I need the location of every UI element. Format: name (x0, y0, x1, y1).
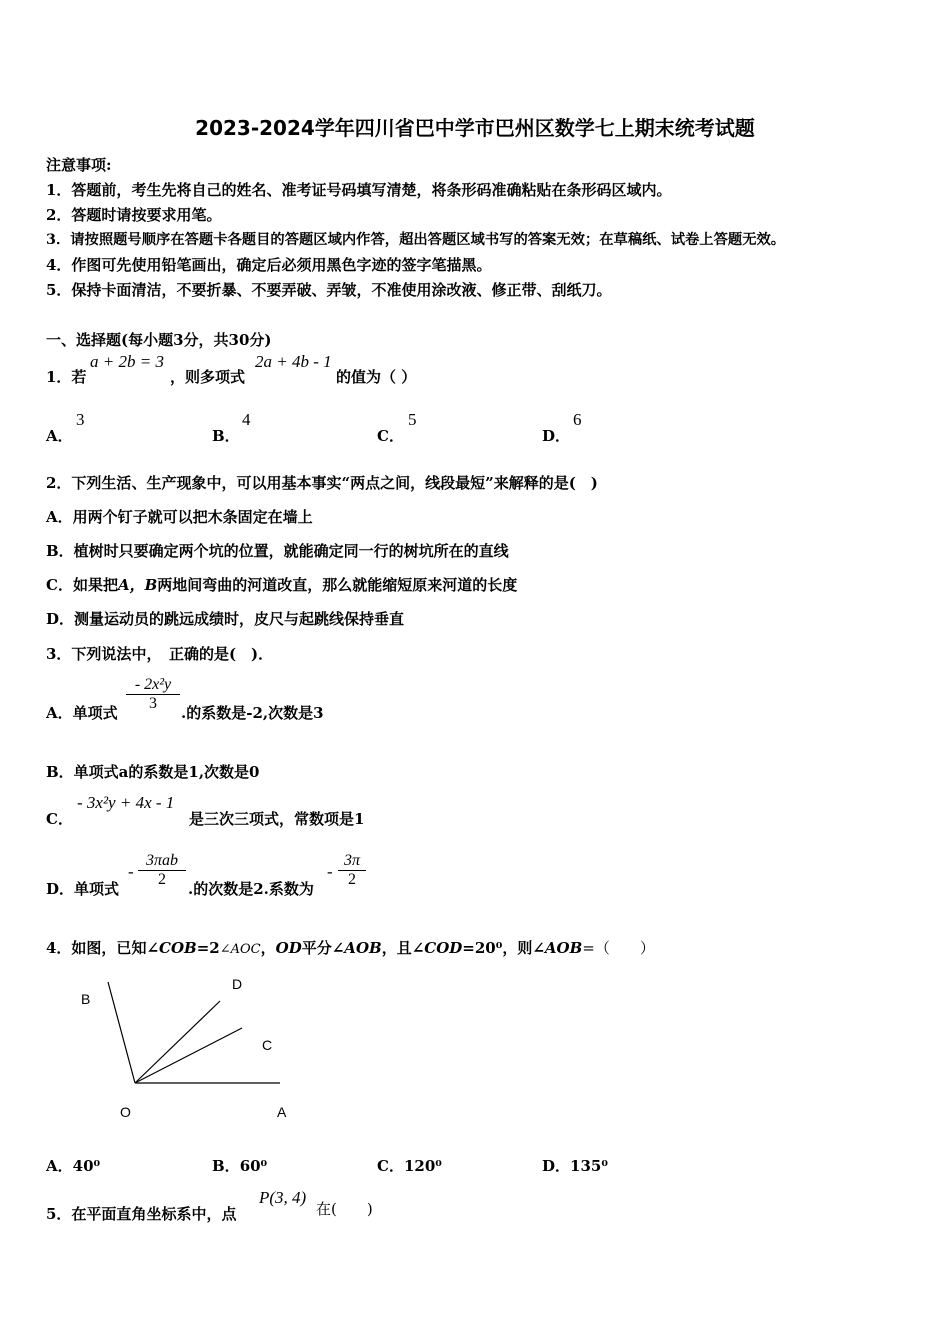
notice-item: 2．答题时请按要求用笔。 (46, 206, 222, 224)
q3-option-c-expression: - 3x²y + 4x - 1 (77, 793, 175, 812)
q3-option-d-prefix: D．单项式 (46, 880, 120, 898)
q1-option-value: 3 (76, 410, 85, 429)
label-c: C (262, 1037, 273, 1053)
q1-suffix: 的值为（ ） (336, 368, 417, 386)
q1-condition: a + 2b = 3 (90, 352, 164, 371)
q5-prefix: 5．在平面直角坐标系中，点 (46, 1205, 237, 1223)
ray-od (135, 1001, 220, 1083)
q3-option-b: B．单项式a的系数是1,次数是0 (46, 763, 260, 781)
notice-item: 3．请按照题号顺序在答题卡各题目的答题区域内作答，超出答题区域书写的答案无效；在草稿纸、试卷上答题无效。 (46, 232, 786, 248)
q2-option-d: D．测量运动员的跳远成绩时，皮尺与起跳线保持垂直 (46, 610, 405, 628)
q3-option-a-suffix: .的系数是-2,次数是3 (181, 704, 324, 722)
q3-option-c-suffix: 是三次三项式，常数项是1 (189, 810, 365, 828)
q3-option-a-prefix: A．单项式 (46, 704, 118, 722)
q2-option-a: A．用两个钉子就可以把木条固定在墙上 (46, 508, 313, 526)
q3-option-d-fraction: 3πab 2 (138, 852, 186, 889)
q4-option-c: C．120⁰ (377, 1157, 442, 1175)
q3-stem: 3．下列说法中， 正确的是( )． (46, 645, 274, 663)
q1-prefix: 1．若 (46, 368, 87, 386)
q1-option-value: 4 (242, 410, 251, 429)
q4-option-a: A．40⁰ (46, 1157, 101, 1175)
q5-point: P(3, 4) (259, 1188, 307, 1207)
q1-expression: 2a + 4b - 1 (255, 352, 332, 371)
notice-item: 1．答题前，考生先将自己的姓名、准考证号码填写清楚，将条形码准确粘贴在条形码区域内。 (46, 181, 672, 199)
q5-suffix: 在( ) (316, 1200, 373, 1218)
section-heading: 一、选择题(每小题3分，共30分) (46, 331, 272, 349)
label-a: A (277, 1104, 287, 1120)
notice-heading: 注意事项: (46, 156, 112, 174)
q1-option-label: D． (542, 427, 571, 445)
q1-mid: ，则多项式 (170, 368, 246, 386)
ray-oc (135, 1028, 242, 1083)
notice-item: 4．作图可先使用铅笔画出，确定后必须用黑色字迹的签字笔描黑。 (46, 256, 492, 274)
q4-option-b: B．60⁰ (212, 1157, 268, 1175)
q1-option-value: 6 (573, 410, 582, 429)
label-b: B (81, 991, 91, 1007)
q3-option-c-prefix: C． (46, 810, 73, 828)
q1-option-value: 5 (408, 410, 417, 429)
angle-figure (60, 965, 320, 1125)
minus-sign: - (128, 862, 134, 881)
q1-option-label: C． (377, 427, 404, 445)
q3-option-d-coefficient: 3π 2 (338, 852, 366, 889)
q2-option-b: B．植树时只要确定两个坑的位置，就能确定同一行的树坑所在的直线 (46, 542, 509, 560)
q3-option-a-fraction: - 2x²y 3 (126, 676, 180, 713)
label-o: O (120, 1104, 131, 1120)
q3-option-d-mid: .的次数是2.系数为 (188, 880, 314, 898)
q2-option-c: C．如果把A，B两地间弯曲的河道改直，那么就能缩短原来河道的长度 (46, 576, 518, 594)
ray-ob (108, 982, 135, 1083)
notice-item: 5．保持卡面清洁，不要折暴、不要弄破、弄皱，不准使用涂改液、修正带、刮纸刀。 (46, 281, 612, 299)
minus-sign: - (327, 862, 333, 881)
q4-option-d: D．135⁰ (542, 1157, 608, 1175)
q1-option-label: B． (212, 427, 240, 445)
q2-stem: 2．下列生活、生产现象中，可以用基本事实“两点之间，线段最短”来解释的是( ) (46, 474, 598, 492)
page-title: 2023-2024学年四川省巴中学市巴州区数学七上期末统考试题 (195, 116, 755, 140)
label-d: D (232, 976, 243, 992)
q4-stem: 4．如图，已知∠COB=2∠AOC，OD平分∠AOB，且∠COD=20⁰，则∠AOB=（ ） (46, 939, 655, 957)
q1-option-label: A． (46, 427, 73, 445)
